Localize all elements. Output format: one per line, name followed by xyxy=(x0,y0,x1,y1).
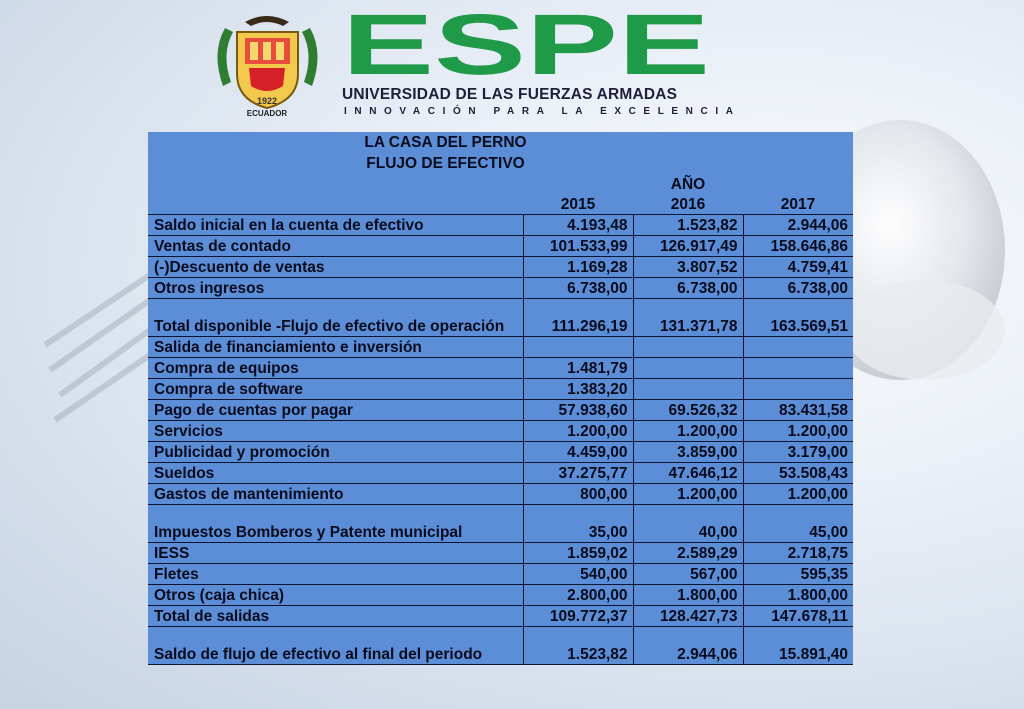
brand-block xyxy=(342,10,741,120)
row-value-2017: 2.944,06 xyxy=(743,215,853,236)
row-value-2015: 2.800,00 xyxy=(523,585,633,606)
table-row xyxy=(148,421,853,442)
year-cell: 2016 xyxy=(633,194,743,215)
empty-cell xyxy=(148,194,523,215)
row-value-2015: 1.383,20 xyxy=(523,379,633,400)
year-cell: 2015 xyxy=(523,194,633,215)
table-row xyxy=(148,484,853,505)
table-row xyxy=(148,379,853,400)
row-value-2016 xyxy=(633,358,743,379)
row-value-2017: 1.200,00 xyxy=(743,421,853,442)
row-value-2016 xyxy=(633,337,743,358)
row-value-2015: 6.738,00 xyxy=(523,278,633,299)
row-value-2017: 4.759,41 xyxy=(743,257,853,278)
row-value-2017 xyxy=(743,379,853,400)
crest-year: 1922 xyxy=(256,96,278,106)
table-subtitle: FLUJO DE EFECTIVO xyxy=(148,153,743,174)
year-header: AÑO xyxy=(633,174,743,194)
row-label: Salida de financiamiento e inversión xyxy=(148,337,523,358)
row-label: Otros ingresos xyxy=(148,278,523,299)
table-row xyxy=(148,463,853,484)
row-label: Saldo inicial en la cuenta de efectivo xyxy=(148,215,523,236)
table-row xyxy=(148,442,853,463)
row-value-2016: 1.200,00 xyxy=(633,421,743,442)
row-value-2017: 45,00 xyxy=(743,505,853,543)
row-label: Compra de equipos xyxy=(148,358,523,379)
row-value-2017: 1.800,00 xyxy=(743,585,853,606)
table-title: LA CASA DEL PERNO xyxy=(148,132,743,153)
row-label: Total disponible -Flujo de efectivo de operación xyxy=(148,299,523,337)
row-value-2016: 3.807,52 xyxy=(633,257,743,278)
table-row xyxy=(148,257,853,278)
row-value-2017: 83.431,58 xyxy=(743,400,853,421)
row-value-2015 xyxy=(523,337,633,358)
table-title-row xyxy=(148,132,853,153)
year-cell: 2017 xyxy=(743,194,853,215)
table-row xyxy=(148,585,853,606)
table-row xyxy=(148,278,853,299)
row-value-2015: 1.859,02 xyxy=(523,543,633,564)
row-value-2015: 57.938,60 xyxy=(523,400,633,421)
empty-cell xyxy=(743,132,853,153)
row-value-2016: 126.917,49 xyxy=(633,236,743,257)
row-value-2015: 101.533,99 xyxy=(523,236,633,257)
empty-cell xyxy=(148,174,523,194)
table-row xyxy=(148,505,853,543)
row-value-2016: 567,00 xyxy=(633,564,743,585)
row-value-2015: 540,00 xyxy=(523,564,633,585)
row-value-2016: 47.646,12 xyxy=(633,463,743,484)
table-subtitle-row xyxy=(148,153,853,174)
row-label: Fletes xyxy=(148,564,523,585)
header xyxy=(205,8,741,120)
row-value-2016: 131.371,78 xyxy=(633,299,743,337)
table-row xyxy=(148,543,853,564)
row-value-2017 xyxy=(743,358,853,379)
table-row xyxy=(148,337,853,358)
row-value-2017: 595,35 xyxy=(743,564,853,585)
row-value-2015: 1.523,82 xyxy=(523,627,633,665)
table-row xyxy=(148,564,853,585)
university-name: UNIVERSIDAD DE LAS FUERZAS ARMADAS xyxy=(342,86,678,103)
row-value-2016: 1.200,00 xyxy=(633,484,743,505)
row-value-2017: 6.738,00 xyxy=(743,278,853,299)
row-label: (-)Descuento de ventas xyxy=(148,257,523,278)
cash-flow-table xyxy=(148,132,853,665)
table-row xyxy=(148,627,853,665)
row-value-2015: 800,00 xyxy=(523,484,633,505)
row-value-2017: 3.179,00 xyxy=(743,442,853,463)
row-value-2016: 2.589,29 xyxy=(633,543,743,564)
row-value-2015: 1.200,00 xyxy=(523,421,633,442)
year-header-row xyxy=(148,174,853,194)
table-row xyxy=(148,606,853,627)
row-value-2017: 163.569,51 xyxy=(743,299,853,337)
row-label: Saldo de flujo de efectivo al final del periodo xyxy=(148,627,523,665)
row-value-2017: 158.646,86 xyxy=(743,236,853,257)
row-label: Sueldos xyxy=(148,463,523,484)
row-label: Servicios xyxy=(148,421,523,442)
row-value-2016: 40,00 xyxy=(633,505,743,543)
row-value-2015: 4.193,48 xyxy=(523,215,633,236)
empty-cell xyxy=(743,174,853,194)
years-row xyxy=(148,194,853,215)
row-value-2016: 1.800,00 xyxy=(633,585,743,606)
row-value-2015: 1.169,28 xyxy=(523,257,633,278)
crest-country: ECUADOR xyxy=(246,109,288,118)
row-value-2016: 2.944,06 xyxy=(633,627,743,665)
row-value-2017: 1.200,00 xyxy=(743,484,853,505)
table-row xyxy=(148,400,853,421)
row-label: Otros (caja chica) xyxy=(148,585,523,606)
row-value-2017: 2.718,75 xyxy=(743,543,853,564)
empty-cell xyxy=(743,153,853,174)
row-value-2015: 37.275,77 xyxy=(523,463,633,484)
row-value-2015: 4.459,00 xyxy=(523,442,633,463)
university-crest-logo xyxy=(205,8,330,118)
row-value-2017 xyxy=(743,337,853,358)
row-label: Ventas de contado xyxy=(148,236,523,257)
table-row xyxy=(148,358,853,379)
table-row xyxy=(148,215,853,236)
row-value-2016: 6.738,00 xyxy=(633,278,743,299)
row-label: Publicidad y promoción xyxy=(148,442,523,463)
row-label: Gastos de mantenimiento xyxy=(148,484,523,505)
row-value-2016: 1.523,82 xyxy=(633,215,743,236)
row-value-2016: 3.859,00 xyxy=(633,442,743,463)
row-label: Compra de software xyxy=(148,379,523,400)
row-value-2017: 53.508,43 xyxy=(743,463,853,484)
row-value-2017: 15.891,40 xyxy=(743,627,853,665)
row-value-2015: 109.772,37 xyxy=(523,606,633,627)
row-label: IESS xyxy=(148,543,523,564)
row-value-2017: 147.678,11 xyxy=(743,606,853,627)
brand-wordmark-text: ESPE xyxy=(342,10,710,80)
row-value-2015: 35,00 xyxy=(523,505,633,543)
espe-wordmark xyxy=(342,10,712,80)
table-row xyxy=(148,236,853,257)
row-value-2016 xyxy=(633,379,743,400)
row-label: Total de salidas xyxy=(148,606,523,627)
empty-cell xyxy=(523,174,633,194)
row-value-2016: 69.526,32 xyxy=(633,400,743,421)
row-label: Impuestos Bomberos y Patente municipal xyxy=(148,505,523,543)
row-label: Pago de cuentas por pagar xyxy=(148,400,523,421)
table-row xyxy=(148,299,853,337)
row-value-2016: 128.427,73 xyxy=(633,606,743,627)
row-value-2015: 1.481,79 xyxy=(523,358,633,379)
row-value-2015: 111.296,19 xyxy=(523,299,633,337)
university-motto: INNOVACIÓN PARA LA EXCELENCIA xyxy=(344,106,741,117)
